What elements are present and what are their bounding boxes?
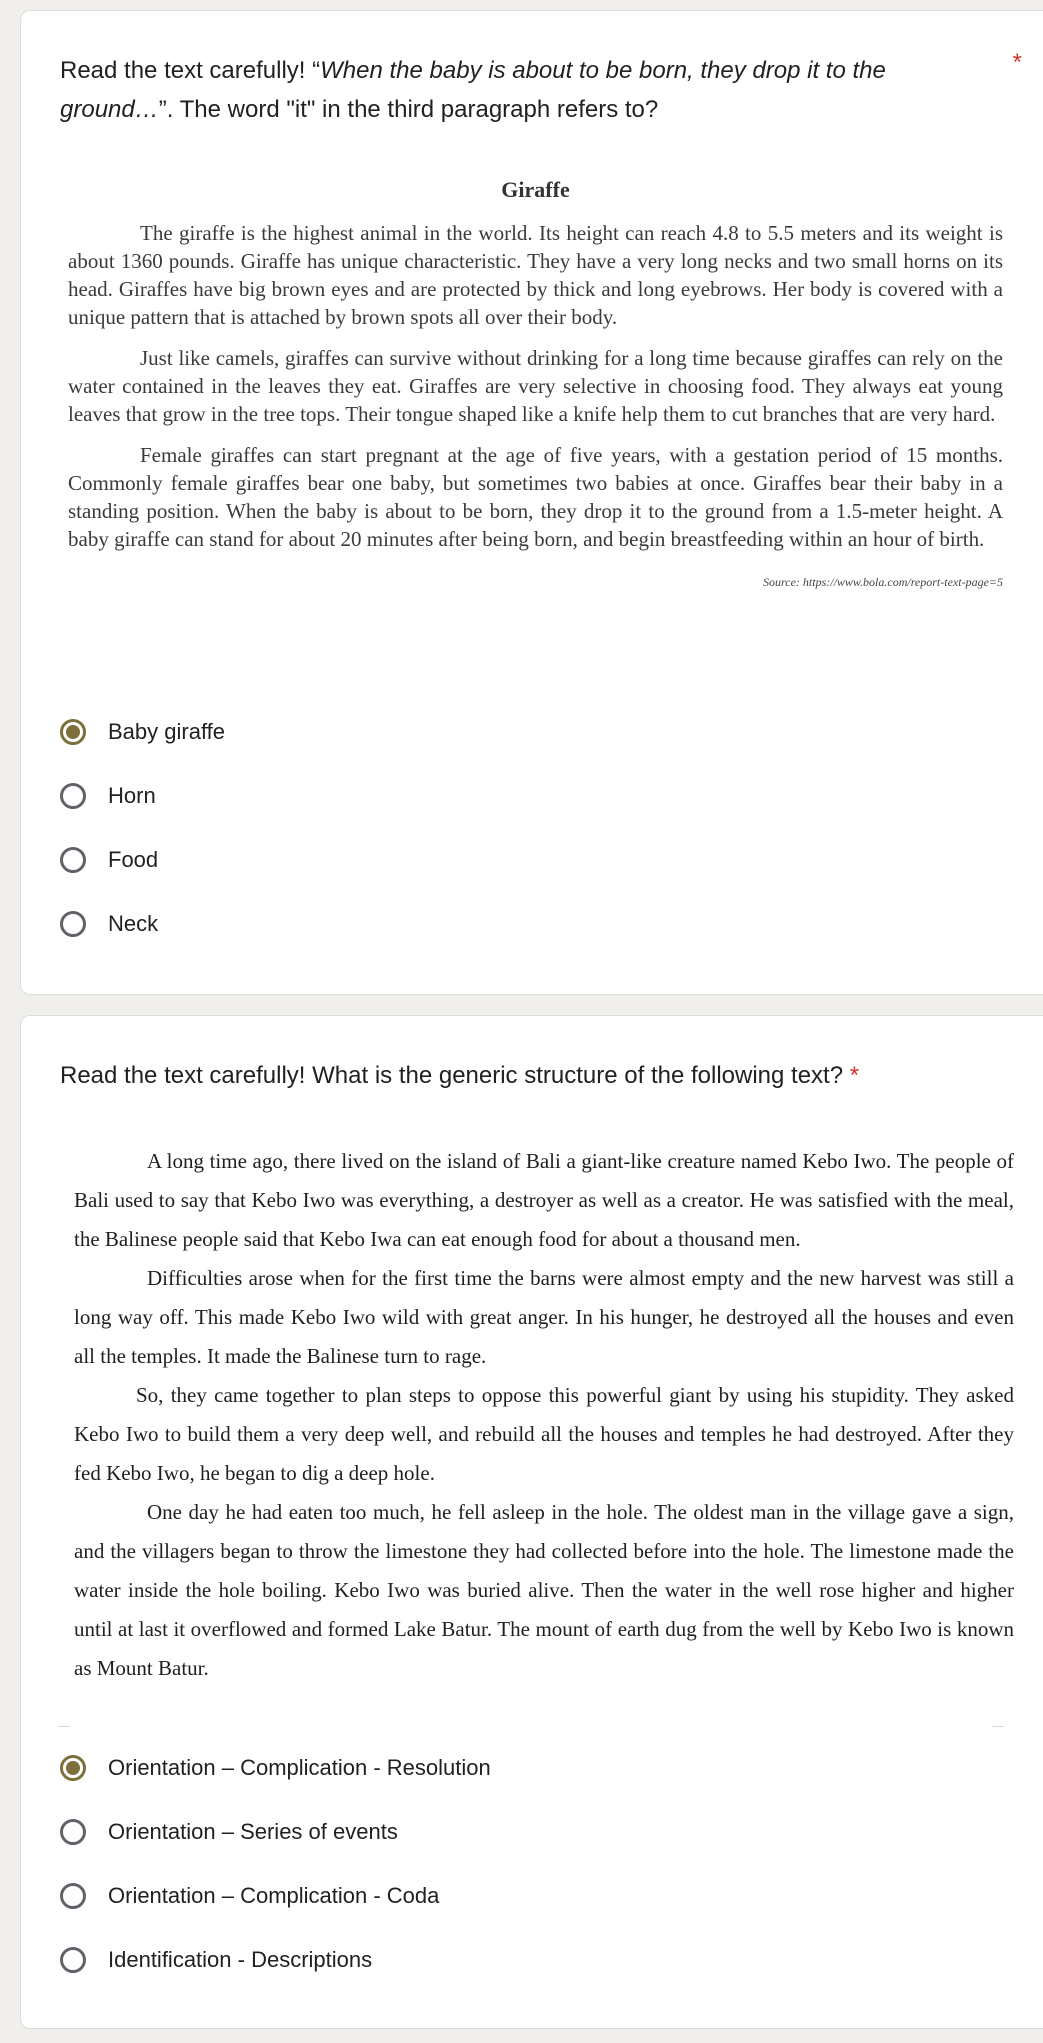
option-orientation-series-of-events[interactable] — [60, 1800, 491, 1864]
option-horn[interactable] — [60, 764, 225, 828]
question-2-options — [60, 1736, 491, 1992]
option-identification-descriptions[interactable] — [60, 1928, 491, 1992]
option-label: Identification - Descriptions — [108, 1947, 373, 1972]
radio-empty-icon[interactable] — [60, 911, 86, 937]
question-1-title — [60, 51, 960, 129]
required-asterisk: * — [849, 1062, 860, 1089]
option-orientation-complication-resolution[interactable] — [60, 1736, 491, 1800]
question-1-title-quote: When the baby is about to be born, they drop it to the ground… — [60, 57, 886, 123]
option-neck[interactable] — [60, 892, 225, 956]
question-1-title-prefix: Read the text carefully! “ — [60, 57, 321, 84]
question-2-title-text: Read the text carefully! What is the generic structure of the following text? — [60, 1062, 844, 1089]
radio-selected-icon[interactable] — [60, 719, 86, 745]
radio-empty-icon[interactable] — [60, 847, 86, 873]
option-label: Neck — [108, 911, 159, 936]
passage-source: Source: https://www.bola.com/report-text-page=5 — [763, 575, 1003, 589]
question-card-2 — [20, 1015, 1043, 2029]
option-baby-giraffe[interactable] — [60, 700, 225, 764]
question-2-title — [60, 1056, 960, 1095]
question-card-1 — [20, 10, 1043, 995]
question-1-title-suffix: ”. The word "it" in the third paragraph refers to? — [158, 96, 659, 123]
passage-paragraph: So, they came together to plan steps to oppose this powerful giant by using his stupidity. They asked Kebo Iwo to build them a very deep well, and rebuild all the houses and temples he had destroyed. After they fed Kebo Iwo, he began to dig a deep hole. — [74, 1383, 1014, 1485]
radio-empty-icon[interactable] — [60, 1819, 86, 1845]
story-passage-image — [74, 1142, 1014, 1688]
image-edge-mark — [58, 1726, 70, 1727]
passage-paragraph: The giraffe is the highest animal in the world. Its height can reach 4.8 to 5.5 meters and its weight is about 1360 pounds. Giraffe has unique characteristic. They have a very long necks and two small horns on its head. Giraffes have big brown eyes and are protected by thick and long eyebrows. Her body is covered with a unique pattern that is attached by brown spots all over their body. — [68, 221, 1003, 329]
image-edge-mark — [992, 1726, 1004, 1727]
passage-paragraph: Just like camels, giraffes can survive without drinking for a long time because giraffes can rely on the water contained in the leaves they eat. Giraffes are very selective in choosing food. They always eat young leaves that grow in the tree tops. Their tongue shaped like a knife help them to cut branches that are very hard. — [68, 346, 1003, 426]
radio-empty-icon[interactable] — [60, 1883, 86, 1909]
radio-empty-icon[interactable] — [60, 1947, 86, 1973]
option-label: Orientation – Series of events — [108, 1819, 398, 1844]
option-orientation-complication-coda[interactable] — [60, 1864, 491, 1928]
passage-paragraph: Female giraffes can start pregnant at the age of five years, with a gestation period of 15 months. Commonly female giraffes bear one baby, but sometimes two babies at once. Giraffes bear their baby in a standing position. When the baby is about to be born, they drop it to the ground from a 1.5-meter height. A baby giraffe can stand for about 20 minutes after being born, and begin breastfeeding within an hour of birth. — [68, 443, 1003, 551]
option-label: Orientation – Complication - Resolution — [108, 1755, 491, 1780]
passage-title: Giraffe — [501, 177, 570, 202]
giraffe-passage-image — [68, 177, 1003, 602]
option-label: Food — [108, 847, 159, 872]
passage-paragraph: Difficulties arose when for the first time the barns were almost empty and the new harvest was still a long way off. This made Kebo Iwo wild with great anger. In his hunger, he destroyed all the houses and even all the temples. It made the Balinese turn to rage. — [74, 1266, 1014, 1368]
option-label: Orientation – Complication - Coda — [108, 1883, 440, 1908]
radio-selected-icon[interactable] — [60, 1755, 86, 1781]
radio-empty-icon[interactable] — [60, 783, 86, 809]
option-label: Horn — [108, 783, 156, 808]
question-1-options — [60, 700, 225, 956]
option-label: Baby giraffe — [108, 719, 226, 744]
passage-paragraph: One day he had eaten too much, he fell asleep in the hole. The oldest man in the village gave a sign, and the villagers began to throw the limestone they had collected before into the hole. The limestone made the water inside the hole boiling. Kebo Iwo was buried alive. Then the water in the well rose higher and higher until at last it overflowed and formed Lake Batur. The mount of earth dug from the well by Kebo Iwo is known as Mount Batur. — [74, 1500, 1014, 1680]
option-food[interactable] — [60, 828, 225, 892]
passage-paragraph: A long time ago, there lived on the island of Bali a giant-like creature named Kebo Iwo. The people of Bali used to say that Kebo Iwo was everything, a destroyer as well as a creator. He was satisfied with the meal, the Balinese people said that Kebo Iwa can eat enough food for about a thousand men. — [74, 1149, 1014, 1251]
required-asterisk: * — [1012, 49, 1022, 76]
